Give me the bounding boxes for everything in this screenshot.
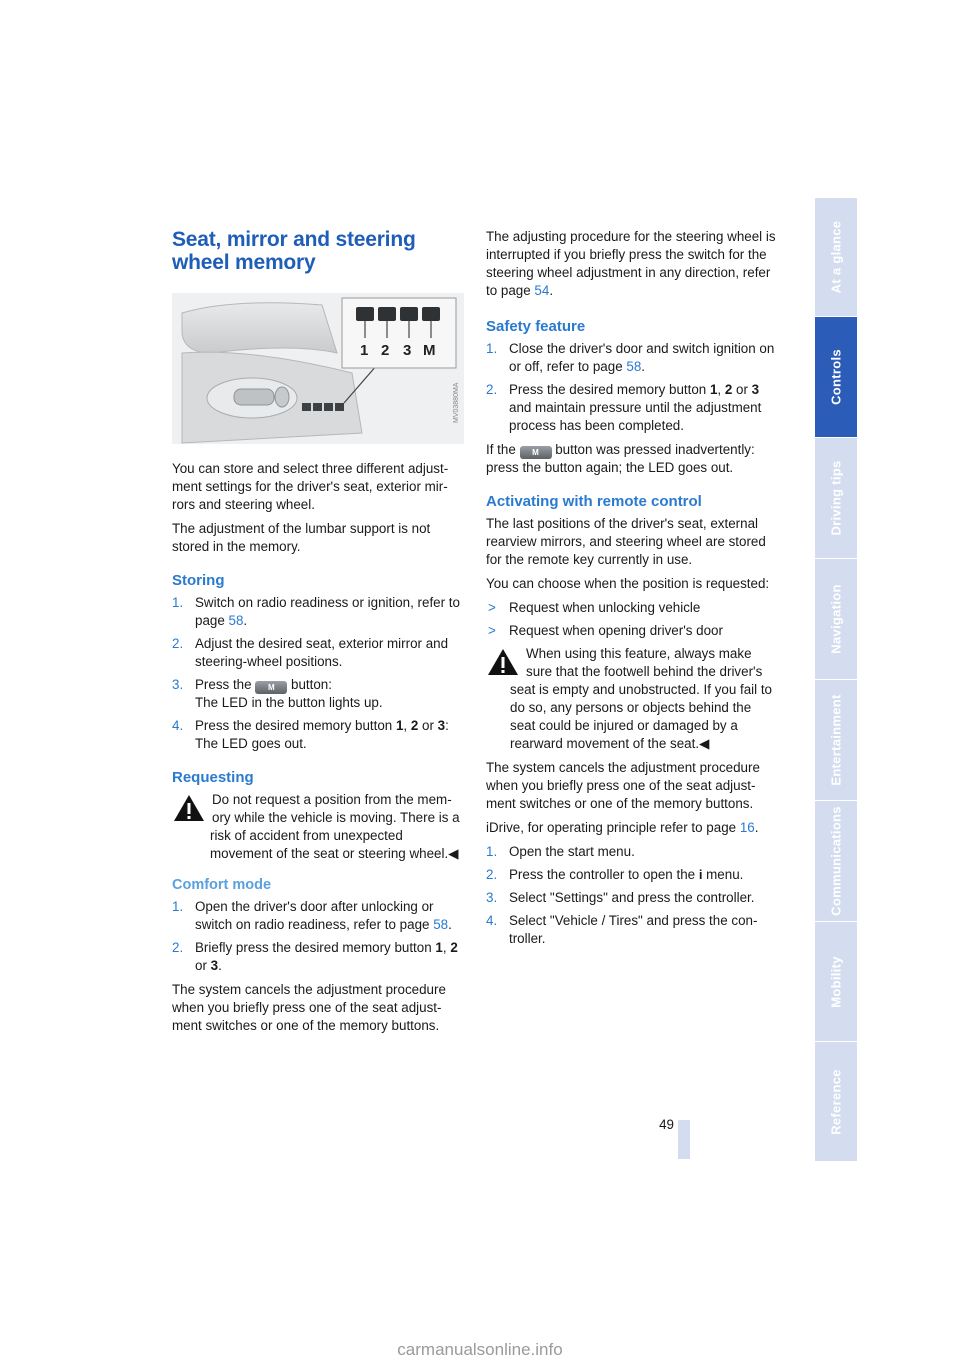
sidebar-tab-reference[interactable]: Reference <box>815 1041 857 1161</box>
sidebar-tab-controls[interactable]: Controls <box>815 316 857 437</box>
inadvertent-note: If the M button was pressed inadvertently: press the button again; the LED goes out. <box>486 442 755 475</box>
requesting-warning: Do not request a position from the mem-ory while the vehicle is moving. There is a risk of accident from unexpected movement of the seat or steering wheel.◀ <box>172 791 464 863</box>
figure-code: MV03880MA <box>453 382 460 423</box>
idrive-note: iDrive, for operating principle refer to page 16. <box>486 820 759 835</box>
sidebar-tab-at-a-glance[interactable]: At a glance <box>815 197 857 316</box>
page-link-58[interactable]: 58 <box>228 613 244 628</box>
figure-label-2: 2 <box>381 342 390 359</box>
idrive-step-4: 4. Select "Vehicle / Tires" and press the con-troller. <box>486 913 758 946</box>
memory-button-icon: M <box>255 681 287 694</box>
left-body <box>172 460 464 1035</box>
storing-step-3: 3. Press the M button: The LED in the button lights up. <box>172 677 383 710</box>
figure-label-3: 3 <box>403 342 412 359</box>
safety-feature-heading: Safety feature <box>486 318 586 335</box>
cancel-note: The system cancels the adjustment procedure when you briefly press one of the seat adjust-ment switches or one of the memory buttons. <box>486 760 760 811</box>
remote-option-unlock: > Request when unlocking vehicle <box>488 600 701 615</box>
storing-step-1: 1. Switch on radio readiness or ignition, refer to page 58. <box>172 595 460 628</box>
warning-icon <box>486 647 520 677</box>
left-column <box>172 228 464 274</box>
page-link-54[interactable]: 54 <box>534 283 550 298</box>
safety-step-1: 1. Close the driver's door and switch ignition on or off, refer to page 58. <box>486 341 775 374</box>
sidebar-tab-driving-tips[interactable]: Driving tips <box>815 437 857 558</box>
remote-choose: You can choose when the position is requested: <box>486 576 770 591</box>
watermark: carmanualsonline.info <box>397 1340 563 1359</box>
page-link-58[interactable]: 58 <box>626 359 642 374</box>
comfort-step-1: 1. Open the driver's door after unlocking or switch on radio readiness, refer to page 58. <box>172 899 452 932</box>
figure-label-m: M <box>423 342 436 359</box>
warning-icon <box>172 793 206 823</box>
sidebar-tab-navigation[interactable]: Navigation <box>815 558 857 679</box>
remote-warning: When using this feature, always make sure that the footwell behind the driver's seat is empty and unobstructed. If you fail to do so, any persons or objects behind the seat could be injured or damaged by a rearward movement of the seat.◀ <box>486 645 778 753</box>
comfort-mode-heading: Comfort mode <box>172 877 272 893</box>
idrive-step-3: 3. Select "Settings" and press the controller. <box>486 890 755 905</box>
page-link-58[interactable]: 58 <box>433 917 449 932</box>
info-icon: i <box>698 867 703 882</box>
intro-paragraph: You can store and select three different adjust-ment settings for the driver's seat, exterior mir-rors and steering wheel. <box>172 461 449 512</box>
remote-intro: The last positions of the driver's seat, external rearview mirrors, and steering wheel are stored for the remote key currently in use. <box>486 516 766 567</box>
idrive-step-2: 2. Press the controller to open the i menu. <box>486 867 744 882</box>
memory-button-icon: M <box>520 446 552 459</box>
page-number-bar <box>678 1120 690 1159</box>
storing-step-2: 2. Adjust the desired seat, exterior mirror and steering-wheel positions. <box>172 636 449 669</box>
comfort-note: The system cancels the adjustment procedure when you briefly press one of the seat adjust-ment switches or one of the memory buttons. <box>172 982 446 1033</box>
remote-control-heading: Activating with remote control <box>486 493 702 510</box>
sidebar-tab-mobility[interactable]: Mobility <box>815 921 857 1041</box>
lumbar-note: The adjustment of the lumbar support is not stored in the memory. <box>172 521 431 554</box>
seat-illustration <box>172 293 464 444</box>
idrive-step-1: 1. Open the start menu. <box>486 844 635 859</box>
page-link-16[interactable]: 16 <box>739 820 755 835</box>
page-title: Seat, mirror and steering wheel memory <box>172 228 416 274</box>
sidebar-tab-communications[interactable]: Communications <box>815 800 857 921</box>
requesting-heading: Requesting <box>172 769 254 786</box>
sidebar-tab-entertainment[interactable]: Entertainment <box>815 679 857 800</box>
storing-heading: Storing <box>172 572 225 589</box>
storing-step-4: 4. Press the desired memory button 1, 2 or 3: The LED goes out. <box>172 718 449 751</box>
figure-label-1: 1 <box>360 342 369 359</box>
safety-step-2: 2. Press the desired memory button 1, 2 or 3 and maintain pressure until the adjustment process has been completed. <box>486 382 762 433</box>
interrupt-paragraph: The adjusting procedure for the steering wheel is interrupted if you briefly press the switch for the steering wheel adjustment in any direction, refer to page 54. <box>486 229 776 298</box>
right-column <box>486 228 778 948</box>
remote-option-door: > Request when opening driver's door <box>488 623 723 638</box>
seat-memory-figure <box>172 293 464 444</box>
page-number: 49 <box>659 1117 674 1132</box>
comfort-step-2: 2. Briefly press the desired memory button 1, 2 or 3. <box>172 940 458 973</box>
